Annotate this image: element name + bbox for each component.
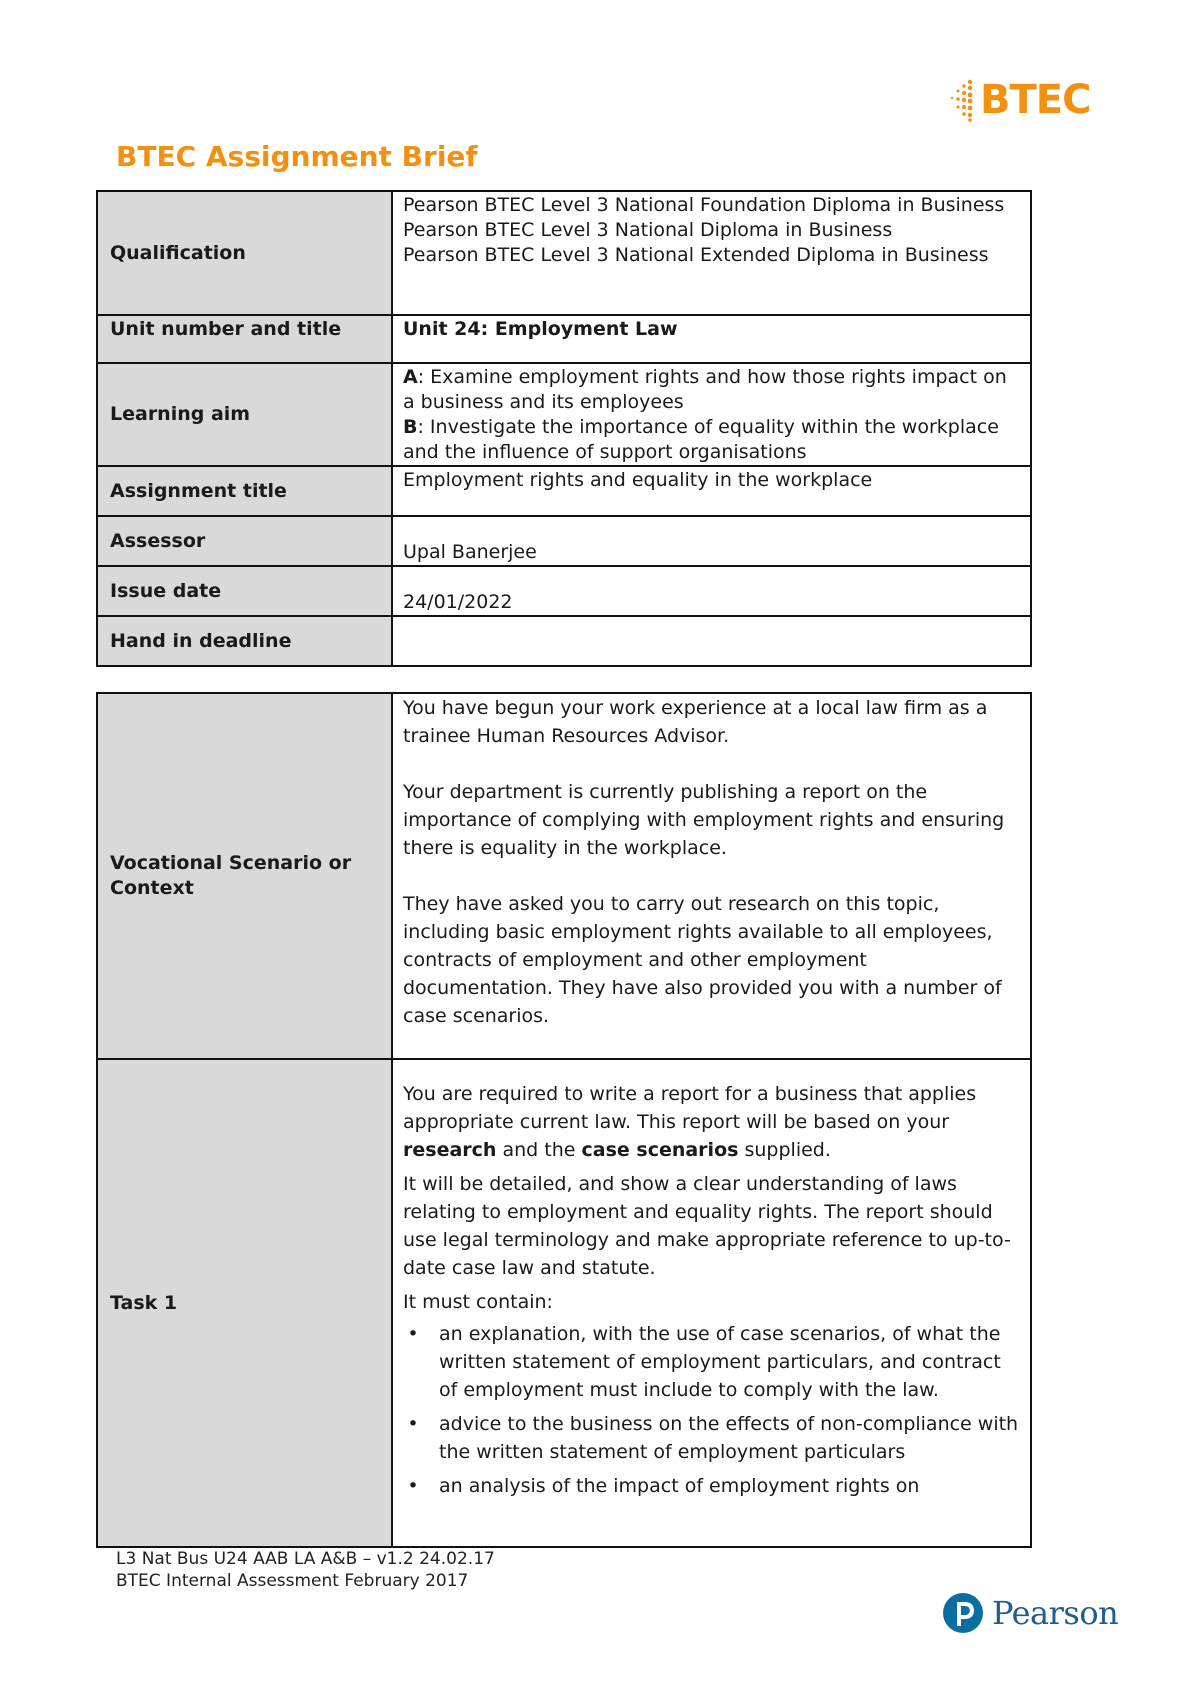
footer-line: BTEC Internal Assessment February 2017: [116, 1571, 469, 1591]
assessor-value: Upal Banerjee: [392, 516, 1031, 566]
assignment-title-value: Employment rights and equality in the workplace: [392, 466, 1031, 516]
aim-a-text: : Examine employment rights and how those rights impact on a business and its employees: [403, 366, 1007, 413]
aim-b-letter: B: [403, 416, 418, 438]
learning-aim-b: [403, 415, 1020, 465]
btec-dots-icon: [948, 78, 976, 122]
task1-paragraph: [403, 1080, 1020, 1164]
scenario-task-table: [96, 692, 1032, 1548]
btec-logo: [948, 74, 1090, 126]
task1-text: and the: [496, 1139, 582, 1161]
scenario-label: Vocational Scenario or Context: [97, 693, 392, 1059]
task1-value: [392, 1059, 1031, 1547]
scenario-paragraph: Your department is currently publishing a report on the importance of complying with employment rights and ensuring there is equality in the workplace.: [403, 781, 1005, 859]
aim-b-text: : Investigate the importance of equality within the workplace and the influence of support organisations: [403, 416, 999, 463]
unit-label: Unit number and title: [97, 315, 392, 363]
task1-paragraph: It must contain:: [403, 1291, 553, 1313]
assessor-label: Assessor: [97, 516, 392, 566]
assessor-row: [97, 516, 1031, 566]
learning-aim-row: [97, 363, 1031, 466]
deadline-row: [97, 616, 1031, 666]
qualification-line: Pearson BTEC Level 3 National Extended Diploma in Business: [403, 244, 989, 266]
page-footer: [116, 1548, 495, 1592]
qualification-line: Pearson BTEC Level 3 National Diploma in Business: [403, 219, 893, 241]
learning-aim-a: [403, 365, 1020, 415]
qualification-line: Pearson BTEC Level 3 National Foundation Diploma in Business: [403, 194, 1005, 216]
learning-aim-value: [392, 363, 1031, 466]
unit-value: Unit 24: Employment Law: [392, 315, 1031, 363]
deadline-value: [392, 616, 1031, 666]
unit-row: [97, 315, 1031, 363]
deadline-label: Hand in deadline: [97, 616, 392, 666]
list-item: • an analysis of the impact of employment rights on: [439, 1472, 1020, 1500]
task1-text: supplied.: [738, 1139, 831, 1161]
task1-text: You are required to write a report for a business that applies appropriate current law. This report will be based on your: [403, 1083, 977, 1133]
page-title: BTEC Assignment Brief: [116, 140, 478, 173]
task1-label: Task 1: [97, 1059, 392, 1547]
assignment-info-table: [96, 190, 1032, 667]
scenario-paragraph: You have begun your work experience at a local law firm as a trainee Human Resources Advisor.: [403, 697, 988, 747]
scenario-row: [97, 693, 1031, 1059]
list-item: • an explanation, with the use of case scenarios, of what the written statement of employment particulars, and contract of employment must include to comply with the law.: [439, 1320, 1020, 1404]
issue-date-row: [97, 566, 1031, 616]
task1-bullet-list: [403, 1320, 1020, 1500]
task1-row: [97, 1059, 1031, 1547]
assignment-title-label: Assignment title: [97, 466, 392, 516]
scenario-value: [392, 693, 1031, 1059]
assignment-title-row: [97, 466, 1031, 516]
qualification-row: [97, 191, 1031, 315]
btec-logo-text: BTEC: [980, 77, 1091, 123]
issue-date-value: 24/01/2022: [392, 566, 1031, 616]
qualification-value: [392, 191, 1031, 315]
scenario-paragraph: They have asked you to carry out research on this topic, including basic employment rights available to all employees, contracts of employment and other employment documentation. They have also provided you with a number of case scenarios.: [403, 893, 1002, 1027]
qualification-label: Qualification: [97, 191, 392, 315]
pearson-logo: [942, 1590, 1118, 1636]
pearson-p-icon: [942, 1590, 984, 1636]
footer-line: L3 Nat Bus U24 AAB LA A&B – v1.2 24.02.17: [116, 1549, 495, 1569]
issue-date-label: Issue date: [97, 566, 392, 616]
task1-bold-research: research: [403, 1139, 497, 1161]
task1-paragraph: It will be detailed, and show a clear understanding of laws relating to employment and equality rights. The report should use legal terminology and make appropriate reference to up-to-date case law and statute.: [403, 1173, 1011, 1279]
aim-a-letter: A: [403, 366, 418, 388]
pearson-logo-text: Pearson: [992, 1594, 1119, 1632]
list-item: • advice to the business on the effects of non-compliance with the written statement of employment particulars: [439, 1410, 1020, 1466]
learning-aim-label: Learning aim: [97, 363, 392, 466]
task1-bold-case-scenarios: case scenarios: [581, 1139, 739, 1161]
